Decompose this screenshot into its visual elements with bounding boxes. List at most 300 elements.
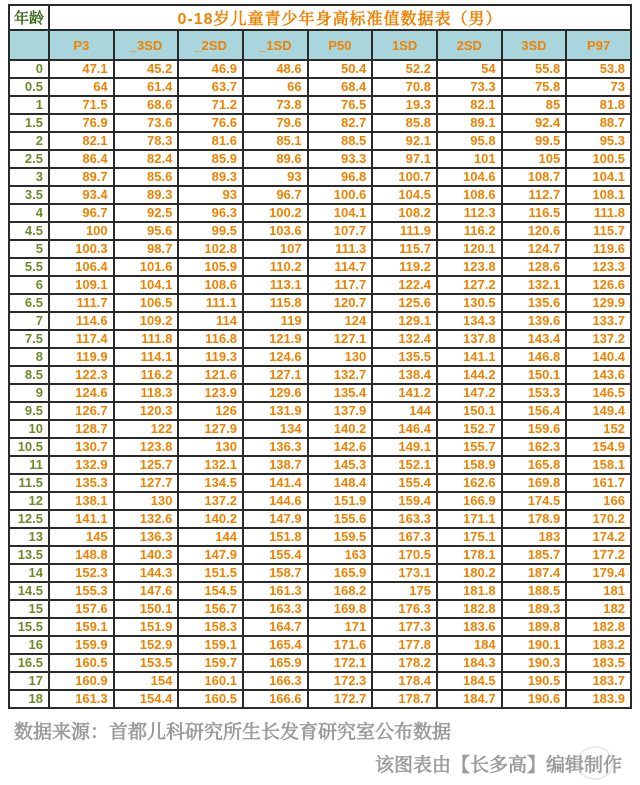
value-cell: 161.7 xyxy=(566,474,631,492)
value-cell: 119.2 xyxy=(372,258,437,276)
value-cell: 175.1 xyxy=(437,528,502,546)
value-cell: 115.7 xyxy=(566,222,631,240)
value-cell: 104.1 xyxy=(566,168,631,186)
value-cell: 100.3 xyxy=(49,240,114,258)
value-cell: 135.3 xyxy=(49,474,114,492)
value-cell: 114 xyxy=(178,312,243,330)
value-cell: 183.7 xyxy=(566,672,631,690)
value-cell: 166 xyxy=(566,492,631,510)
value-cell: 189.3 xyxy=(502,600,567,618)
value-cell: 89.7 xyxy=(49,168,114,186)
value-cell: 124.6 xyxy=(243,348,308,366)
value-cell: 137.9 xyxy=(308,402,373,420)
value-cell: 116.5 xyxy=(502,204,567,222)
value-cell: 95.8 xyxy=(437,132,502,150)
table-row xyxy=(9,420,631,438)
value-cell: 110.2 xyxy=(243,258,308,276)
value-cell: 82.4 xyxy=(114,150,179,168)
value-cell: 85 xyxy=(502,96,567,114)
value-cell: 125.6 xyxy=(372,294,437,312)
value-cell: 104.1 xyxy=(114,276,179,294)
age-cell: 2.5 xyxy=(9,150,49,168)
value-cell: 165.9 xyxy=(243,654,308,672)
table-row xyxy=(9,492,631,510)
value-cell: 147.9 xyxy=(243,510,308,528)
value-cell: 140.3 xyxy=(114,546,179,564)
value-cell: 46.9 xyxy=(178,60,243,78)
value-cell: 81.8 xyxy=(566,96,631,114)
value-cell: 146.4 xyxy=(372,420,437,438)
value-cell: 111.9 xyxy=(372,222,437,240)
value-cell: 114.1 xyxy=(114,348,179,366)
value-cell: 132.1 xyxy=(502,276,567,294)
value-cell: 154.4 xyxy=(114,690,179,708)
value-cell: 152.9 xyxy=(114,636,179,654)
value-cell: 178.1 xyxy=(437,546,502,564)
value-cell: 117.4 xyxy=(49,330,114,348)
title-row xyxy=(9,5,631,30)
value-cell: 144.6 xyxy=(243,492,308,510)
value-cell: 182.8 xyxy=(437,600,502,618)
value-cell: 123.9 xyxy=(178,384,243,402)
value-cell: 177.8 xyxy=(372,636,437,654)
height-standard-table xyxy=(8,4,632,709)
column-header-1SD: 1SD xyxy=(372,30,437,60)
value-cell: 127.1 xyxy=(243,366,308,384)
value-cell: 82.7 xyxy=(308,114,373,132)
value-cell: 159.4 xyxy=(372,492,437,510)
value-cell: 122 xyxy=(114,420,179,438)
value-cell: 127.1 xyxy=(308,330,373,348)
value-cell: 147.9 xyxy=(178,546,243,564)
value-cell: 159.1 xyxy=(178,636,243,654)
value-cell: 181.8 xyxy=(437,582,502,600)
value-cell: 167.3 xyxy=(372,528,437,546)
value-cell: 188.5 xyxy=(502,582,567,600)
value-cell: 101 xyxy=(437,150,502,168)
value-cell: 177.3 xyxy=(372,618,437,636)
value-cell: 52.2 xyxy=(372,60,437,78)
value-cell: 88.5 xyxy=(308,132,373,150)
value-cell: 190.6 xyxy=(502,690,567,708)
value-cell: 162.3 xyxy=(502,438,567,456)
value-cell: 116.2 xyxy=(114,366,179,384)
value-cell: 159.5 xyxy=(308,528,373,546)
value-cell: 140.4 xyxy=(566,348,631,366)
value-cell: 168.2 xyxy=(308,582,373,600)
age-cell: 12.5 xyxy=(9,510,49,528)
value-cell: 151.9 xyxy=(308,492,373,510)
age-cell: 13 xyxy=(9,528,49,546)
value-cell: 93.3 xyxy=(308,150,373,168)
column-header-3SD: 3SD xyxy=(502,30,567,60)
credit-text-label: 该图表由【长多高】编辑制作 xyxy=(374,755,622,776)
value-cell: 183.5 xyxy=(566,654,631,672)
value-cell: 53.8 xyxy=(566,60,631,78)
table-row xyxy=(9,168,631,186)
value-cell: 120.7 xyxy=(308,294,373,312)
value-cell: 136.3 xyxy=(243,438,308,456)
value-cell: 47.1 xyxy=(49,60,114,78)
table-row xyxy=(9,204,631,222)
value-cell: 134 xyxy=(243,420,308,438)
value-cell: 158.1 xyxy=(566,456,631,474)
value-cell: 76.6 xyxy=(178,114,243,132)
value-cell: 68.4 xyxy=(308,78,373,96)
value-cell: 116.8 xyxy=(178,330,243,348)
age-cell: 10 xyxy=(9,420,49,438)
value-cell: 160.5 xyxy=(178,690,243,708)
table-row xyxy=(9,402,631,420)
value-cell: 160.9 xyxy=(49,672,114,690)
table-row xyxy=(9,294,631,312)
value-cell: 96.7 xyxy=(243,186,308,204)
value-cell: 153.3 xyxy=(502,384,567,402)
value-cell: 111.3 xyxy=(308,240,373,258)
value-cell: 166.6 xyxy=(243,690,308,708)
table-row xyxy=(9,672,631,690)
value-cell: 92.1 xyxy=(372,132,437,150)
value-cell: 75.8 xyxy=(502,78,567,96)
value-cell: 152.3 xyxy=(49,564,114,582)
value-cell: 185.7 xyxy=(502,546,567,564)
value-cell: 140.2 xyxy=(178,510,243,528)
value-cell: 149.4 xyxy=(566,402,631,420)
table-row xyxy=(9,258,631,276)
age-cell: 14.5 xyxy=(9,582,49,600)
age-cell: 15.5 xyxy=(9,618,49,636)
value-cell: 155.4 xyxy=(372,474,437,492)
value-cell: 102.8 xyxy=(178,240,243,258)
value-cell: 159.7 xyxy=(178,654,243,672)
value-cell: 120.3 xyxy=(114,402,179,420)
value-cell: 165.8 xyxy=(502,456,567,474)
value-cell: 163.3 xyxy=(243,600,308,618)
value-cell: 174.5 xyxy=(502,492,567,510)
value-cell: 190.5 xyxy=(502,672,567,690)
value-cell: 107 xyxy=(243,240,308,258)
table-body xyxy=(9,60,631,708)
column-header-P97: P97 xyxy=(566,30,631,60)
value-cell: 150.1 xyxy=(502,366,567,384)
value-cell: 134.3 xyxy=(437,312,502,330)
age-cell: 3.5 xyxy=(9,186,49,204)
value-cell: 171 xyxy=(308,618,373,636)
table-row xyxy=(9,186,631,204)
value-cell: 70.8 xyxy=(372,78,437,96)
value-cell: 132.7 xyxy=(308,366,373,384)
value-cell: 79.6 xyxy=(243,114,308,132)
value-cell: 153.5 xyxy=(114,654,179,672)
value-cell: 129.9 xyxy=(566,294,631,312)
value-cell: 180.2 xyxy=(437,564,502,582)
value-cell: 89.6 xyxy=(243,150,308,168)
column-header-P3: P3 xyxy=(49,30,114,60)
value-cell: 55.8 xyxy=(502,60,567,78)
value-cell: 145.3 xyxy=(308,456,373,474)
value-cell: 174.2 xyxy=(566,528,631,546)
table-row xyxy=(9,636,631,654)
table-row xyxy=(9,366,631,384)
value-cell: 176.3 xyxy=(372,600,437,618)
value-cell: 178.2 xyxy=(372,654,437,672)
value-cell: 146.8 xyxy=(502,348,567,366)
value-cell: 66 xyxy=(243,78,308,96)
age-header-label: 年龄 xyxy=(9,5,49,30)
value-cell: 93 xyxy=(178,186,243,204)
value-cell: 127.9 xyxy=(178,420,243,438)
value-cell: 82.1 xyxy=(49,132,114,150)
value-cell: 85.6 xyxy=(114,168,179,186)
age-cell: 5.5 xyxy=(9,258,49,276)
value-cell: 154.9 xyxy=(566,438,631,456)
value-cell: 82.1 xyxy=(437,96,502,114)
value-cell: 131.9 xyxy=(243,402,308,420)
value-cell: 128.6 xyxy=(502,258,567,276)
value-cell: 96.8 xyxy=(308,168,373,186)
value-cell: 113.1 xyxy=(243,276,308,294)
corner-cell xyxy=(9,30,49,60)
value-cell: 190.1 xyxy=(502,636,567,654)
value-cell: 76.9 xyxy=(49,114,114,132)
column-header-row xyxy=(9,30,631,60)
value-cell: 157.6 xyxy=(49,600,114,618)
value-cell: 115.8 xyxy=(243,294,308,312)
value-cell: 108.6 xyxy=(178,276,243,294)
value-cell: 85.8 xyxy=(372,114,437,132)
age-cell: 15 xyxy=(9,600,49,618)
value-cell: 130.5 xyxy=(437,294,502,312)
table-row xyxy=(9,474,631,492)
table-row xyxy=(9,654,631,672)
value-cell: 109.1 xyxy=(49,276,114,294)
value-cell: 166.3 xyxy=(243,672,308,690)
value-cell: 173.1 xyxy=(372,564,437,582)
value-cell: 170.2 xyxy=(566,510,631,528)
value-cell: 141.4 xyxy=(243,474,308,492)
value-cell: 78.3 xyxy=(114,132,179,150)
age-cell: 5 xyxy=(9,240,49,258)
value-cell: 122.4 xyxy=(372,276,437,294)
value-cell: 100.2 xyxy=(243,204,308,222)
value-cell: 106.4 xyxy=(49,258,114,276)
value-cell: 99.5 xyxy=(178,222,243,240)
value-cell: 104.6 xyxy=(437,168,502,186)
age-cell: 13.5 xyxy=(9,546,49,564)
age-cell: 4 xyxy=(9,204,49,222)
age-cell: 0 xyxy=(9,60,49,78)
value-cell: 166.9 xyxy=(437,492,502,510)
value-cell: 181 xyxy=(566,582,631,600)
table-row xyxy=(9,348,631,366)
value-cell: 48.6 xyxy=(243,60,308,78)
value-cell: 165.4 xyxy=(243,636,308,654)
age-cell: 16 xyxy=(9,636,49,654)
value-cell: 158.9 xyxy=(437,456,502,474)
value-cell: 184.5 xyxy=(437,672,502,690)
value-cell: 121.9 xyxy=(243,330,308,348)
table-row xyxy=(9,456,631,474)
column-header-2SD: 2SD xyxy=(437,30,502,60)
value-cell: 111.7 xyxy=(49,294,114,312)
value-cell: 111.8 xyxy=(566,204,631,222)
age-cell: 11 xyxy=(9,456,49,474)
table-row xyxy=(9,312,631,330)
value-cell: 68.6 xyxy=(114,96,179,114)
age-cell: 10.5 xyxy=(9,438,49,456)
value-cell: 164.7 xyxy=(243,618,308,636)
value-cell: 97.1 xyxy=(372,150,437,168)
value-cell: 115.7 xyxy=(372,240,437,258)
value-cell: 92.5 xyxy=(114,204,179,222)
value-cell: 132.1 xyxy=(178,456,243,474)
value-cell: 130 xyxy=(308,348,373,366)
value-cell: 144.2 xyxy=(437,366,502,384)
value-cell: 172.1 xyxy=(308,654,373,672)
value-cell: 142.6 xyxy=(308,438,373,456)
value-cell: 126.7 xyxy=(49,402,114,420)
value-cell: 125.7 xyxy=(114,456,179,474)
value-cell: 111.1 xyxy=(178,294,243,312)
value-cell: 86.4 xyxy=(49,150,114,168)
value-cell: 100.7 xyxy=(372,168,437,186)
value-cell: 160.1 xyxy=(178,672,243,690)
value-cell: 124.7 xyxy=(502,240,567,258)
value-cell: 150.1 xyxy=(437,402,502,420)
value-cell: 93.4 xyxy=(49,186,114,204)
value-cell: 143.6 xyxy=(566,366,631,384)
value-cell: 135.6 xyxy=(502,294,567,312)
value-cell: 156.4 xyxy=(502,402,567,420)
value-cell: 136.3 xyxy=(114,528,179,546)
value-cell: 64 xyxy=(49,78,114,96)
value-cell: 19.3 xyxy=(372,96,437,114)
value-cell: 161.3 xyxy=(243,582,308,600)
value-cell: 141.2 xyxy=(372,384,437,402)
value-cell: 117.7 xyxy=(308,276,373,294)
value-cell: 124 xyxy=(308,312,373,330)
value-cell: 144 xyxy=(372,402,437,420)
value-cell: 116.2 xyxy=(437,222,502,240)
value-cell: 146.5 xyxy=(566,384,631,402)
value-cell: 149.1 xyxy=(372,438,437,456)
value-cell: 169.8 xyxy=(502,474,567,492)
value-cell: 133.7 xyxy=(566,312,631,330)
value-cell: 76.5 xyxy=(308,96,373,114)
value-cell: 159.9 xyxy=(49,636,114,654)
table-row xyxy=(9,240,631,258)
value-cell: 114.7 xyxy=(308,258,373,276)
value-cell: 96.3 xyxy=(178,204,243,222)
value-cell: 130 xyxy=(178,438,243,456)
value-cell: 155.4 xyxy=(243,546,308,564)
value-cell: 163.3 xyxy=(372,510,437,528)
value-cell: 179.4 xyxy=(566,564,631,582)
value-cell: 151.9 xyxy=(114,618,179,636)
value-cell: 141.1 xyxy=(49,510,114,528)
value-cell: 184.7 xyxy=(437,690,502,708)
value-cell: 103.6 xyxy=(243,222,308,240)
value-cell: 159.1 xyxy=(49,618,114,636)
value-cell: 120.1 xyxy=(437,240,502,258)
age-cell: 8.5 xyxy=(9,366,49,384)
value-cell: 132.9 xyxy=(49,456,114,474)
value-cell: 112.7 xyxy=(502,186,567,204)
table-row xyxy=(9,96,631,114)
value-cell: 95.6 xyxy=(114,222,179,240)
value-cell: 172.7 xyxy=(308,690,373,708)
value-cell: 145 xyxy=(49,528,114,546)
value-cell: 144 xyxy=(178,528,243,546)
column-header-minus1SD: _1SD xyxy=(243,30,308,60)
value-cell: 172.3 xyxy=(308,672,373,690)
value-cell: 141.1 xyxy=(437,348,502,366)
value-cell: 155.6 xyxy=(308,510,373,528)
value-cell: 132.4 xyxy=(372,330,437,348)
value-cell: 135.5 xyxy=(372,348,437,366)
value-cell: 73.3 xyxy=(437,78,502,96)
value-cell: 189.8 xyxy=(502,618,567,636)
value-cell: 96.7 xyxy=(49,204,114,222)
column-header-P50: P50 xyxy=(308,30,373,60)
value-cell: 178.4 xyxy=(372,672,437,690)
age-cell: 17 xyxy=(9,672,49,690)
table-row xyxy=(9,564,631,582)
value-cell: 190.3 xyxy=(502,654,567,672)
value-cell: 171.6 xyxy=(308,636,373,654)
value-cell: 89.3 xyxy=(178,168,243,186)
value-cell: 119.6 xyxy=(566,240,631,258)
value-cell: 118.3 xyxy=(114,384,179,402)
value-cell: 183.9 xyxy=(566,690,631,708)
value-cell: 138.4 xyxy=(372,366,437,384)
value-cell: 105.9 xyxy=(178,258,243,276)
value-cell: 126.6 xyxy=(566,276,631,294)
age-cell: 14 xyxy=(9,564,49,582)
value-cell: 85.9 xyxy=(178,150,243,168)
table-row xyxy=(9,132,631,150)
value-cell: 147.2 xyxy=(437,384,502,402)
credit-text xyxy=(8,750,632,777)
value-cell: 127.7 xyxy=(114,474,179,492)
age-cell: 2 xyxy=(9,132,49,150)
value-cell: 148.4 xyxy=(308,474,373,492)
table-row xyxy=(9,60,631,78)
value-cell: 98.7 xyxy=(114,240,179,258)
table-row xyxy=(9,438,631,456)
value-cell: 182 xyxy=(566,600,631,618)
value-cell: 159.6 xyxy=(502,420,567,438)
value-cell: 134.5 xyxy=(178,474,243,492)
value-cell: 130 xyxy=(114,492,179,510)
column-header-minus3SD: _3SD xyxy=(114,30,179,60)
table-row xyxy=(9,690,631,708)
value-cell: 71.2 xyxy=(178,96,243,114)
value-cell: 114.6 xyxy=(49,312,114,330)
value-cell: 71.5 xyxy=(49,96,114,114)
value-cell: 119.9 xyxy=(49,348,114,366)
footer xyxy=(8,717,632,777)
value-cell: 156.7 xyxy=(178,600,243,618)
value-cell: 123.8 xyxy=(437,258,502,276)
column-header-minus2SD: _2SD xyxy=(178,30,243,60)
value-cell: 139.6 xyxy=(502,312,567,330)
value-cell: 183.6 xyxy=(437,618,502,636)
table-row xyxy=(9,582,631,600)
value-cell: 135.4 xyxy=(308,384,373,402)
value-cell: 111.8 xyxy=(114,330,179,348)
table-row xyxy=(9,222,631,240)
